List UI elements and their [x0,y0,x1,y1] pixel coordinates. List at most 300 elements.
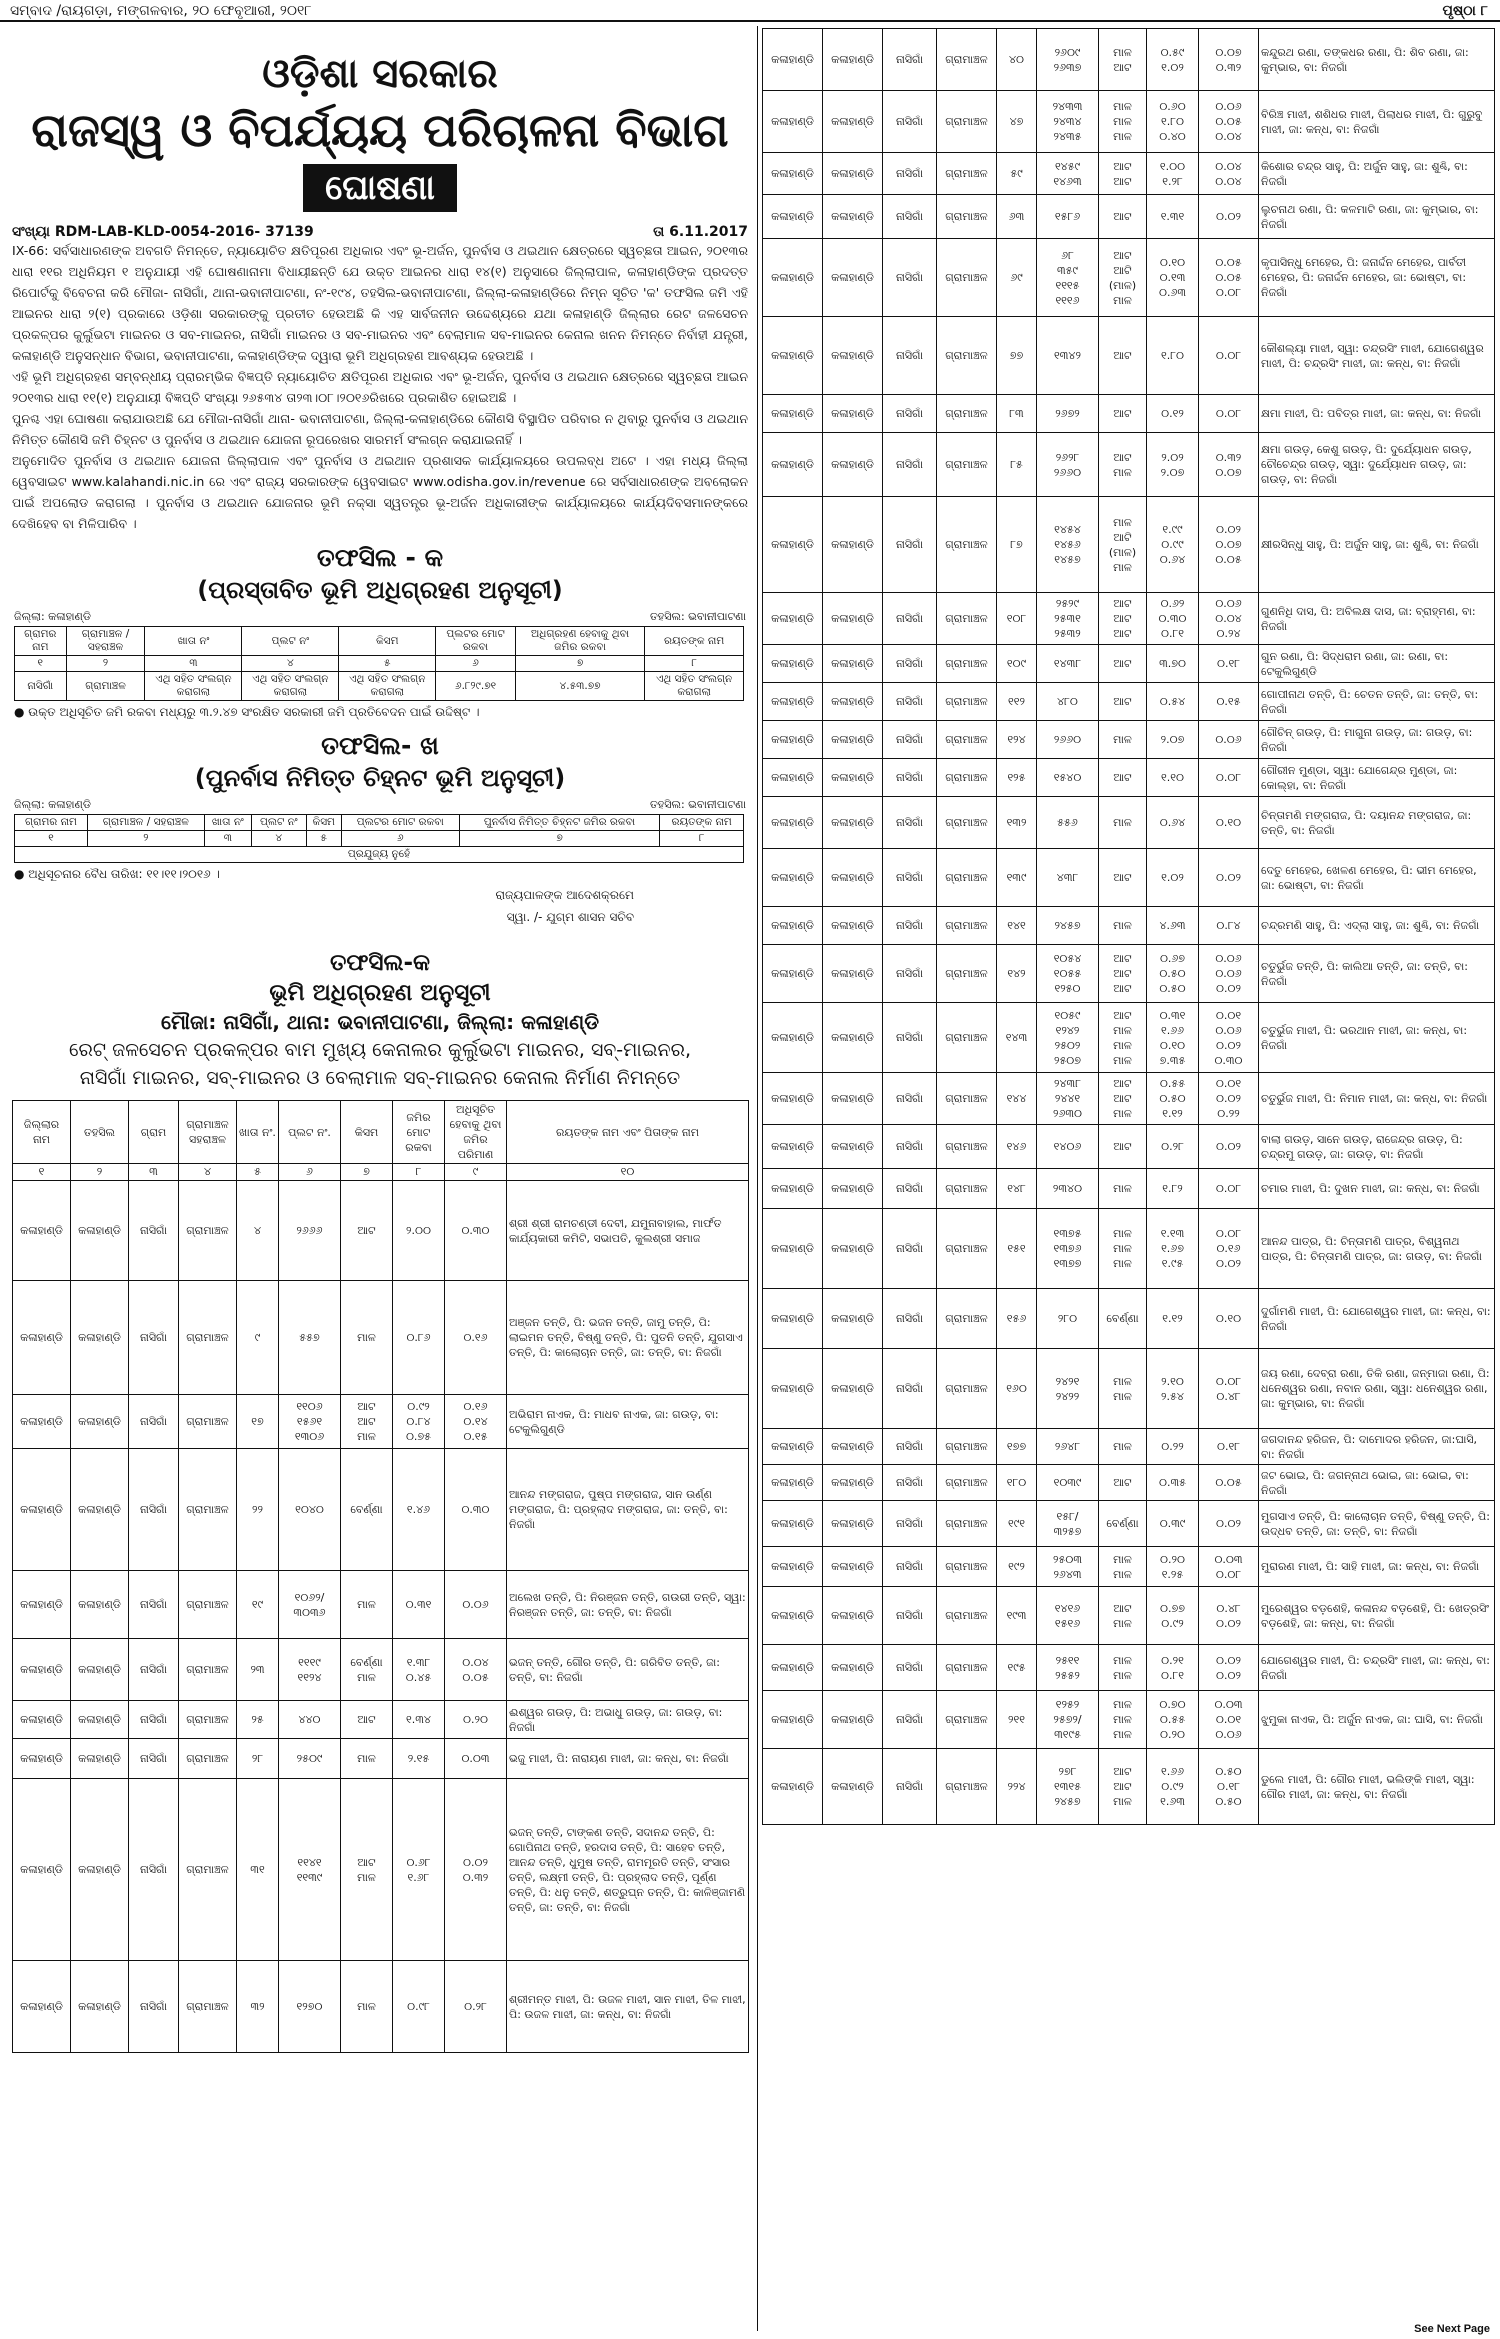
column-header: ପ୍ଲଟର ମୋଟ ରକବା [436,627,516,656]
table-cell: ନାସିଗାଁ [883,1645,937,1691]
table-row [763,29,1495,91]
table-number-row [15,656,744,672]
table-row [763,1645,1495,1691]
table-cell: କଳାହାଣ୍ଡି [13,1395,71,1449]
column-header: ଗ୍ରାମାଞ୍ଚଳ / ସହରାଞ୍ଚଳ [87,815,204,831]
table-cell: ୧.୩୧ [1147,195,1199,239]
table-cell: କଳାହାଣ୍ଡି [763,945,823,1003]
table-row [763,317,1495,395]
table-cell: ୦.୫୫ ୦.୫୦ ୧.୧୨ [1147,1073,1199,1125]
table-cell: ୫୫୬ [1037,797,1099,849]
column-header: ପ୍ଲଟ ନଂ [251,815,306,831]
table-cell: ନାସିଗାଁ [883,433,937,497]
table-cell: ନାସିଗାଁ [129,1961,179,2053]
owner-name-cell: ଅଞ୍ଜନ ତନ୍ତି, ପି: ଭଜନ ତନ୍ତି, ଜାମୁ ତନ୍ତି, ପି: ଲାଇମନ ତନ୍ତି, ବିଷ୍ଣୁ ତନ୍ତି, ପି: ପୁତନି ତନ୍ତି, ଯୁଗସାଏ ତନ୍ତି, ପି: କାଲୋଚାନ ତନ୍ତି, ଜା: ତନ୍ତି, ବା: ନିଜଗାଁ [507,1281,749,1395]
table-cell: ୧୪୫୯ ୧୪୬୩ [1037,153,1099,195]
column-header: ଖାତା ନଂ [145,627,242,656]
column-number: ୨ [66,656,145,672]
table-cell: ୦.୦୬ ୦.୦୫ ୦.୦୪ [1199,91,1259,153]
table-cell: କଳାହାଣ୍ଡି [763,1645,823,1691]
notice-date: ତା 6.11.2017 [653,224,748,240]
table-cell: ୨୪୫୭ [1037,907,1099,945]
table-cell: ୧.୦୦ ୧.୨୮ [1147,153,1199,195]
table-cell: ଗ୍ରାମାଞ୍ଚଳ [179,1639,237,1701]
table-cell: ୨୧୧ [997,1691,1037,1749]
table-cell: ୧୫୬ [997,1289,1037,1349]
table-cell: ୮୫ [997,433,1037,497]
owner-name-cell: କୃପାସିନ୍ଧୁ ମେହେର, ପି: ଜନାର୍ଦ୍ଦନ ମେହେର, ପାର୍ବତୀ ମେହେର, ପି: ଜନାର୍ଦ୍ଦନ ମେହେର, ଜା: ଭୋଷ୍ଟା, ବା: ନିଜଗାଁ [1259,239,1495,317]
table-cell: ଆଟ [1099,849,1147,907]
table-cell: ଆଟ ଆଟ ମାଳ [1099,1749,1147,1825]
table-cell: ନାସିଗାଁ [883,1073,937,1125]
tahasil-label: ତହସିଲ: ଭବାନୀପାଟଣା [649,610,746,623]
table-cell: ୨୫୦୯ [279,1739,341,1779]
table-cell: ଗ୍ରାମାଞ୍ଚଳ [179,1281,237,1395]
table-cell: ଏଥି ସହିତ ସଂଲଗ୍ନ କରାଗଲା [339,672,436,701]
main-schedule-subtitle: ଭୂମି ଅଧିଗ୍ରହଣ ଅନୁସୂଚୀ [269,980,491,1006]
table-row [763,593,1495,645]
table-cell: ନାସିଗାଁ [883,195,937,239]
table-cell: ୧୩୯ [997,849,1037,907]
table-cell: ନାସିଗାଁ [883,1125,937,1169]
table-cell: ୪୪୦ [279,1701,341,1739]
table-cell: କଳାହାଣ୍ଡି [763,593,823,645]
table-cell: କଳାହାଣ୍ଡି [823,153,883,195]
table-cell: ଏଥି ସହିତ ସଂଲଗ୍ନ କରାଗଲା [242,672,339,701]
owner-name-cell: ଜଗଦାନନ୍ଦ ହରିଜନ, ପି: ଦାମୋଦର ହରିଜନ, ଜା:ଘାସି, ବା: ନିଜଗାଁ [1259,1429,1495,1465]
table-row [13,1779,749,1961]
table-cell: ୦.୦୬ ୦.୦୪ ୦.୨୪ [1199,593,1259,645]
table-cell: ୦.୦୧ ୦.୦୨ ୦.୨୨ [1199,1073,1259,1125]
owner-name-cell: ଗୁନ ରଣା, ପି: ସିଦ୍ଧରାମ ରଣା, ଜା: ରଣା, ବା: ଟେକୁଲିଗୁଣ୍ଡି [1259,645,1495,683]
table-cell: କଳାହାଣ୍ଡି [763,1073,823,1125]
table-cell: ନାସିଗାଁ [129,1639,179,1701]
table-cell: ୨୩୪୦ [1037,1169,1099,1209]
table-cell: ୧୪୩ [997,1003,1037,1073]
table-cell: ୦.୯୮ [393,1961,445,2053]
column-number: ୨ [87,831,204,847]
table-cell: ୧୪୧ [997,907,1037,945]
table-cell: ୦.୧୬ [445,1281,507,1395]
table-cell: କଳାହାଣ୍ଡି [763,683,823,721]
table-cell: ୦.୦୮ [1199,759,1259,797]
table-cell: ଗ୍ରାମାଞ୍ଚଳ [937,1587,997,1645]
table-cell: ୦.୦୩ [445,1739,507,1779]
table-cell: ୦.୦୪ ୦.୦୪ [1199,153,1259,195]
table-cell: ୨୪୩୮ ୨୪୪୧ ୨୬୩୦ [1037,1073,1099,1125]
table-cell: ଗ୍ରାମାଞ୍ଚଳ [937,1429,997,1465]
table-cell: ଗ୍ରାମାଞ୍ଚଳ [937,153,997,195]
table-cell: ଆଟ [1099,317,1147,395]
table-cell: ଆଟ ଆଟ ମାଳ [341,1395,393,1449]
table-cell: କଳାହାଣ୍ଡି [71,1449,129,1571]
table-cell: ୦.୨୧ ୦.୮୧ [1147,1645,1199,1691]
governor-order: ରାଜ୍ୟପାଳଙ୍କ ଆଦେଶକ୍ରମେ [495,888,634,902]
column-header: ଗ୍ରାମର ନାମ [15,815,88,831]
owner-name-cell: ଚତୁର୍ଭୁଜ ମାଝୀ, ପି: ଭରଥାନ ମାଝୀ, ଜା: କନ୍ଧ, ବା: ନିଜଗାଁ [1259,1003,1495,1073]
table-cell: ଗ୍ରାମାଞ୍ଚଳ [937,91,997,153]
table-cell: ୨୬୭୨ [1037,395,1099,433]
table-cell: ନାସିଗାଁ [129,1571,179,1639]
owner-name-cell: ଚତୁର୍ଭୁଜ ତନ୍ତି, ପି: କାଲିଆ ତନ୍ତି, ଜା: ତନ୍ତି, ବା: ନିଜଗାଁ [1259,945,1495,1003]
owner-name-cell: ଚତୁର୍ଭୁଜ ମାଝୀ, ପି: ନିମାନ ମାଝୀ, ଜା: କନ୍ଧ, ବା: ନିଜଗାଁ [1259,1073,1495,1125]
table-cell: ୬୮ ୩୫୯ ୧୧୧୫ ୧୧୧୬ [1037,239,1099,317]
table-cell: କଳାହାଣ୍ଡି [763,1691,823,1749]
table-row [763,239,1495,317]
table-cell: ୦.୬୮ ୧.୬୮ [393,1779,445,1961]
table-row [13,1739,749,1779]
table-cell: ନାସିଗାଁ [883,1429,937,1465]
table-row [763,849,1495,907]
see-next-page: See Next Page [1414,2323,1490,2335]
page-header [0,0,1500,22]
table-cell: କଳାହାଣ୍ଡି [763,721,823,759]
table-cell: ୦.୫୪ [1147,683,1199,721]
table-cell: ୧୬୦ [997,1349,1037,1429]
column-number: ୪ [179,1164,237,1181]
table-cell: କଳାହାଣ୍ଡି [13,1449,71,1571]
table-cell: ଗ୍ରାମାଞ୍ଚଳ [937,1003,997,1073]
owner-name-cell: କନ୍ଦୁରଥ ରଣା, ତଙ୍କଧର ରଣା, ପି: ଶିବ ରଣା, ଜା: କୁମ୍ଭାର, ବା: ନିଜଗାଁ [1259,29,1495,91]
table-cell: କଳାହାଣ୍ଡି [823,91,883,153]
column-number: ୬ [436,656,516,672]
owner-name-cell: ଡୁଲେ ମାଝୀ, ପି: ଗୌର ମାଝୀ, ଭଲିଙ୍କି ମାଝୀ, ସ୍ୱା: ଗୌର ମାଝୀ, ଜା: କନ୍ଧ, ବା: ନିଜଗାଁ [1259,1749,1495,1825]
table-cell: ୩୨ [237,1961,279,2053]
schedule-ka-meta [6,610,754,624]
table-cell: ୮୩ [997,395,1037,433]
table-cell: ୦.୦୨ ୦.୦୭ ୦.୦୫ [1199,497,1259,593]
table-row [763,395,1495,433]
table-cell: ନାସିଗାଁ [883,945,937,1003]
table-cell: କଳାହାଣ୍ଡି [763,645,823,683]
table-cell: ଗ୍ରାମାଞ୍ଚଳ [937,1349,997,1429]
table-number-row [15,831,744,847]
table-cell: କଳାହାଣ୍ଡି [763,317,823,395]
table-cell: ଗ୍ରାମାଞ୍ଚଳ [937,1645,997,1691]
table-cell: ୨୫୦୩ ୨୬୪୩ [1037,1547,1099,1587]
column-number: ୧ [15,656,67,672]
table-cell: ୨୫୧୧ ୨୫୫୨ [1037,1645,1099,1691]
table-cell: କଳାହାଣ୍ଡି [823,433,883,497]
table-cell: ମାଳ ଆଟି (ମାଳ) ମାଳ [1099,497,1147,593]
owner-name-cell: ଦେତୁ ମେହେର, ଖେଳଣ ମେହେର, ପି: ଭୀମ ମେହେର, ଜା: ଭୋଷ୍ଟା, ବା: ନିଜଗାଁ [1259,849,1495,907]
table-cell: ୧୦୯ [997,645,1037,683]
column-header: ପ୍ଲଟ ନଂ [242,627,339,656]
table-cell: ୦.୦୨ ୦.୦୨ [1199,1645,1259,1691]
table-cell: ୦.୩୦ [445,1449,507,1571]
table-cell: ୩.୭୦ [1147,645,1199,683]
table-cell: ନାସିଗାଁ [129,1701,179,1739]
table-cell: ଗ୍ରାମାଞ୍ଚଳ [937,1073,997,1125]
table-cell: ଗ୍ରାମାଞ୍ଚଳ [937,1169,997,1209]
table-cell: ୧.୪୬ [393,1449,445,1571]
table-cell: କଳାହାଣ୍ଡି [823,593,883,645]
table-cell: ୧.୮୦ [1147,317,1199,395]
table-cell: ଗ୍ରାମାଞ୍ଚଳ [179,1571,237,1639]
table-cell: ୧୯ [237,1571,279,1639]
table-cell: ୧୫୮/ ୩୨୫୭ [1037,1501,1099,1547]
table-cell: ଆଟ ମାଳ [1099,433,1147,497]
table-row [763,1547,1495,1587]
table-cell: ୦.୦୩ ୦.୦୧ ୦.୦୬ [1199,1691,1259,1749]
table-cell: ୨.୧୦ ୨.୫୪ [1147,1349,1199,1429]
table-row [763,1501,1495,1547]
table-cell: ୨୭୮ ୧୩୧୫ ୨୪୫୭ [1037,1749,1099,1825]
table-cell: କଳାହାଣ୍ଡି [763,1587,823,1645]
column-header: ପ୍ଲଟର ମୋଟ ରକବା [341,815,459,831]
table-cell: ୪ [237,1181,279,1281]
table-cell: ଆଟ [1099,759,1147,797]
table-cell: ୦.୦୧ ୦.୦୬ ୦.୦୨ ୦.୩୦ [1199,1003,1259,1073]
table-cell: କଳାହାଣ୍ଡି [13,1779,71,1961]
column-number: ୪ [251,831,306,847]
table-cell: ଆଟ ଆଟ ମାଳ [1099,1073,1147,1125]
right-column [762,28,1494,2328]
table-cell: କଳାହାଣ୍ଡି [823,1501,883,1547]
table-row [763,683,1495,721]
table-cell: ୨୮ [237,1739,279,1779]
owner-name-cell: ଜୟ ରଣା, ଦେବ୍ରା ରଣା, ତିକି ରଣା, ଜନ୍ମାଜା ରଣା, ପି: ଧନେଶ୍ୱର ରଣା, ନବାନ ରଣା, ସ୍ୱା: ଧନେଶ୍ୱର ରଣା, ଜା: କୁମ୍ଭାର, ବା: ନିଜଗାଁ [1259,1349,1495,1429]
owner-name-cell: ଭଜୁ ମାଝୀ, ପି: ନାରାୟଣ ମାଝୀ, ଜା: କନ୍ଧ, ବା: ନିଜଗାଁ [507,1739,749,1779]
table-row [763,91,1495,153]
table-cell: ୦.୧୦ ୦.୧୩ ୦.୬୩ [1147,239,1199,317]
table-cell: ୦.୦୨ [1199,195,1259,239]
column-number: ୪ [242,656,339,672]
table-cell: ଗ୍ରାମାଞ୍ଚଳ [179,1739,237,1779]
table-cell: ୦.୨୮ [1147,1125,1199,1169]
schedule-kha-subtitle: (ପୁନର୍ବାସ ନିମିତ୍ତ ଚିହ୍ନଟ ଭୂମି ଅନୁସୂଚୀ) [194,764,566,792]
table-cell: କଳାହାଣ୍ଡି [763,91,823,153]
column-number: ୬ [341,831,459,847]
table-cell: କଳାହାଣ୍ଡି [823,1349,883,1429]
table-cell: ଗ୍ରାମାଞ୍ଚଳ [937,683,997,721]
table-cell: ଗ୍ରାମାଞ୍ଚଳ [937,29,997,91]
table-cell: ୦.୦୫ ୦.୦୫ ୦.୦୮ [1199,239,1259,317]
owner-name-cell: ମୁଗସାଏ ତନ୍ତି, ପି: କାଲୋଚାନ ତନ୍ତି, ବିଷ୍ଣୁ ତନ୍ତି, ପି: ଉଦ୍ଧବ ତନ୍ତି, ଜା: ତନ୍ତି, ବା: ନିଜଗାଁ [1259,1501,1495,1547]
table-row [763,1209,1495,1289]
table-cell: ୧.୯୯ ୦.୯୯ ୦.୬୪ [1147,497,1199,593]
table-cell: କଳାହାଣ୍ଡି [13,1739,71,1779]
gov-title: ଓଡ଼ିଶା ସରକାର [262,51,498,97]
table-cell: ନାସିଗାଁ [883,759,937,797]
table-cell: ଆଟ ମାଳ [1099,1587,1147,1645]
owner-name-cell: ଚନ୍ଦ୍ରମଣି ସାହୁ, ପି: ଏଦ୍ଲା ସାହୁ, ଜା: ଶୁଣ୍ଢି, ବା: ନିଜଗାଁ [1259,907,1495,945]
table-cell: କଳାହାଣ୍ଡି [763,1349,823,1429]
table-cell: ୪.୫୩.୭୭ [515,672,644,701]
table-cell: ୧୩୭୫ ୧୩୭୬ ୧୩୭୭ [1037,1209,1099,1289]
table-cell: କଳାହାଣ୍ଡି [763,1465,823,1501]
table-cell: ନାସିଗାଁ [883,797,937,849]
table-cell: ୯ [237,1281,279,1395]
table-cell: ୦.୦୪ ୦.୦୫ [445,1639,507,1701]
schedule-ka-note: ● ଉକ୍ତ ଅଧିସୂଚିତ ଜମି ରକବା ମଧ୍ୟରୁ ୩.୨.୪୭ ସଂରକ୍ଷିତ ସରକାରୀ ଜମି ପ୍ରତିବେଦନ ପାଇଁ ଉଦ୍ଦିଷ୍ଟ । [14,705,480,719]
table-cell: ୧୪୪ [997,1073,1037,1125]
table-cell: କଳାହାଣ୍ଡି [823,1289,883,1349]
table-cell: ନାସିଗାଁ [883,239,937,317]
table-cell: କଳାହାଣ୍ଡି [763,759,823,797]
table-cell: ୧୫୧ [997,1209,1037,1289]
table-row [763,497,1495,593]
table-cell: ନାସିଗାଁ [129,1449,179,1571]
table-cell: ୦.୧୨ [1147,395,1199,433]
table-cell: କଳାହାଣ୍ଡି [823,683,883,721]
table-cell: ୦.୧୦ [1199,797,1259,849]
table-cell: ୧୨୭୦ [279,1961,341,2053]
table-cell: ୪.୬୩ [1147,907,1199,945]
table-cell: ନାସିଗାଁ [883,395,937,433]
table-cell: ୦.୩୨ ୦.୦୭ [1199,433,1259,497]
schedule-ka-title: ତଫସିଲ - କ [316,543,444,572]
reference-line [6,224,754,240]
owner-name-cell: କ୍ଷମା ମାଝୀ, ପି: ପବିତ୍ର ମାଝୀ, ଜା: କନ୍ଧ, ବା: ନିଜଗାଁ [1259,395,1495,433]
table-cell: ଆଟ ମାଳ ମାଳ ମାଳ [1099,1003,1147,1073]
owner-name-cell: ଈଶ୍ୱର ଗଉଡ଼, ପି: ଅଭାଧୁ ଗଉଡ଼, ଜା: ଗଉଡ଼, ବା: ନିଜଗାଁ [507,1701,749,1739]
table-cell: କଳାହାଣ୍ଡି [763,497,823,593]
table-cell: ନାସିଗାଁ [15,672,67,701]
schedule-kha-title: ତଫସିଲ- ଖ [321,731,439,760]
table-row [763,721,1495,759]
owner-name-cell: ଶ୍ରୀ ଶ୍ରୀ ରାମଚଣ୍ଡୀ ଦେବୀ, ଯମୁନାବାହାଲ, ମାର୍ଫତ କାର୍ଯ୍ୟକାରୀ କମିଟି, ସଭାପତି, କୁଲଶ୍ରୀ ସମାଜ [507,1181,749,1281]
table-cell: ୨୫୨୯ ୨୫୩୧ ୨୫୩୨ [1037,593,1099,645]
table-cell: ଏଥି ସହିତ ସଂଲଗ୍ନ କରାଗଲା [645,672,744,701]
table-cell: ୦.୦୩ ୦.୦୮ [1199,1547,1259,1587]
table-cell: ୦.୦୮ [1199,1169,1259,1209]
table-cell: ୧୪୩୮ [1037,645,1099,683]
table-cell: କଳାହାଣ୍ଡି [763,1429,823,1465]
table-cell: ୧.୮୨ [1147,1169,1199,1209]
table-cell: ୦.୩୧ ୧.୬୬ ୦.୧୦ ୭.୩୫ [1147,1003,1199,1073]
table-cell: କଳାହାଣ୍ଡି [823,1169,883,1209]
table-cell: ମାଳ ମାଳ ମାଳ [1099,91,1147,153]
table-cell: ୦.୦୫ [1199,1465,1259,1501]
table-cell: କଳାହାଣ୍ଡି [763,395,823,433]
table-cell: ୩୧ [237,1779,279,1961]
owner-name-cell: ଗୌରୀନ ମୁଣ୍ଡା, ସ୍ୱା: ଯୋଗେନ୍ଦ୍ର ମୁଣ୍ଡା, ଜା: କୋଲ୍ହା, ବା: ନିଜଗାଁ [1259,759,1495,797]
column-number: ୫ [237,1164,279,1181]
table-cell: ୧୦୫୪ ୧୦୫୫ ୧୨୫୦ [1037,945,1099,1003]
table-cell: ୧୫୪୦ [1037,759,1099,797]
table-cell: କଳାହାଣ୍ଡି [823,1125,883,1169]
table-cell: ଆଟ ଆଟ ଆଟ [1099,593,1147,645]
table-cell: ୦.୧୮ [1199,1429,1259,1465]
column-number: ୭ [459,831,660,847]
table-cell: ଗ୍ରାମାଞ୍ଚଳ [937,849,997,907]
table-cell: ୧୧୦୬ ୧୫୬୧ ୧୩୦୬ [279,1395,341,1449]
table-cell: କଳାହାଣ୍ଡି [823,1073,883,1125]
table-row [763,1691,1495,1749]
table-cell: ୧.୩୪ [393,1701,445,1739]
table-cell: ୧୧୧୯ ୧୧୨୪ [279,1639,341,1701]
table-row [763,645,1495,683]
table-cell: କଳାହାଣ୍ଡି [763,29,823,91]
table-row [13,1639,749,1701]
owner-name-cell: ଝୁମୁକା ନାଏକ, ପି: ଅର୍ଜୁନ ନାଏକ, ଜା: ଘାସି, ବା: ନିଜଗାଁ [1259,1691,1495,1749]
tahasil-label: ତହସିଲ: ଭବାନୀପାଟଣା [649,798,746,811]
table-cell: ୫୫୭ [279,1281,341,1395]
owner-name-cell: ଗୋପୀନାଥ ତନ୍ତି, ପି: ଚେତନ ତନ୍ତି, ଜା: ତନ୍ତି, ବା: ନିଜଗାଁ [1259,683,1495,721]
column-number: ୫ [306,831,341,847]
table-cell: କଳାହାଣ୍ଡି [71,1779,129,1961]
ref-number: ସଂଖ୍ୟା RDM-LAB-KLD-0054-2016- 37139 [12,224,314,240]
table-cell: କଳାହାଣ୍ଡି [763,849,823,907]
table-row [763,1465,1495,1501]
table-cell: କଳାହାଣ୍ଡି [71,1961,129,2053]
mouza-line: ମୌଜା: ନାସିଗାଁ, ଥାନା: ଭବାନୀପାଟଣା, ଜିଲ୍ଲା: କଳାହାଣ୍ଡି [160,1010,600,1034]
table-cell: ୧୧୪୧ ୧୧୩୯ [279,1779,341,1961]
table-cell: ମାଳ ମାଳ ମାଳ [1099,1691,1147,1749]
table-cell: ମାଳ ମାଳ [1099,1547,1147,1587]
table-cell: ୪୦ [997,29,1037,91]
column-number: ୭ [515,656,644,672]
table-cell: ୧.୬୬ ୦.୯୨ ୧.୬୩ [1147,1749,1199,1825]
schedule-kha-meta [6,798,754,812]
table-cell: ନାସିଗାଁ [883,683,937,721]
table-cell: ୨.୦୨ ୨.୦୭ [1147,433,1199,497]
table-cell: ୧୨୪ [997,721,1037,759]
table-cell: କଳାହାଣ୍ଡି [823,849,883,907]
table-cell: କଳାହାଣ୍ଡି [763,1125,823,1169]
table-cell: ୧୭୭ [997,1429,1037,1465]
table-cell: ନାସିଗାଁ [883,1691,937,1749]
owner-name-cell: ଗୁଣନିଧି ଦାସ, ପି: ଅବିଲକ୍ଷ ଦାସ, ଜା: ବ୍ରାହ୍ମଣ, ବା: ନିଜଗାଁ [1259,593,1495,645]
table-cell: ନାସିଗାଁ [883,1289,937,1349]
table-cell: ୨୮୦ [1037,1289,1099,1349]
table-cell: ଗ୍ରାମାଞ୍ଚଳ [937,317,997,395]
land-schedule-table-left [12,1100,749,2053]
table-cell: ନାସିଗାଁ [883,907,937,945]
main-schedule-title: ତଫସିଲ-କ [329,950,431,976]
schedule-kha-table [14,814,744,863]
column-header: ଖାତା ନଂ [204,815,251,831]
table-cell: କଳାହାଣ୍ଡି [823,195,883,239]
owner-name-cell: ଅଲେଖ ତନ୍ତି, ପି: ନିରଞ୍ଜନ ତନ୍ତି, ଗଉରୀ ତନ୍ତି, ସ୍ୱା: ନିରଞ୍ଜନ ତନ୍ତି, ଜା: ତନ୍ତି, ବା: ନିଜଗାଁ [507,1571,749,1639]
table-cell: ମାଳ ମାଳ [1099,1349,1147,1429]
table-header-row [15,815,744,831]
table-cell: ୪୩୮ [1037,849,1099,907]
table-cell: ନାସିଗାଁ [883,29,937,91]
owner-name-cell: ଭଜନ୍ ତନ୍ତି, ଟାଙ୍କଣ ତନ୍ତି, ସଦାନନ୍ଦ ତନ୍ତି, ପି: ଗୋପିନାଥ ତନ୍ତି, ହରଦାସ ତନ୍ତି, ପି: ସାହେବ ତନ୍ତି, ଆନନ୍ଦ ତନ୍ତି, ଧୁମୁଷ ତନ୍ତି, ରାମମୂରତି ତନ୍ତି, ସଂସାର ତନ୍ତି, ଲକ୍ଷ୍ମୀ ତନ୍ତି, ପି: ପ୍ରହ୍ଲାଦ ତନ୍ତି, ପୂର୍ଣ୍ଣ ତନ୍ତି, ପି: ଧନୁ ତନ୍ତି, ଶତ୍ରୁଘ୍ନ ତନ୍ତି, ପି: କାଳିଞ୍ଜାମଣି ତନ୍ତି, ଜା: ତନ୍ତି, ବା: ନିଜଗାଁ [507,1779,749,1961]
table-cell: କଳାହାଣ୍ଡି [823,1547,883,1587]
table-cell: ୦.୨୦ ୧.୨୫ [1147,1547,1199,1587]
table-cell: ନାସିଗାଁ [129,1395,179,1449]
owner-name-cell: ଆନନ୍ଦ ମଙ୍ଗରାଜ, ପୁଷ୍ପ ମଙ୍ଗରାଜ, ସାନ ଉର୍ଣ୍ଣ ମଙ୍ଗରାଜ, ପି: ପ୍ରହ୍ଲାଦ ମଙ୍ଗରାଜ, ଜା: ତନ୍ତି, ବା: ନିଜଗାଁ [507,1449,749,1571]
table-row [763,945,1495,1003]
table-cell: ୦.୦୮ [1199,317,1259,395]
table-cell: ଗ୍ରାମାଞ୍ଚଳ [179,1449,237,1571]
table-cell: ୦.୭୭ ୦.୯୨ [1147,1587,1199,1645]
schedule-ka-subtitle: (ପ୍ରସ୍ତାବିତ ଭୂମି ଅଧିଗ୍ରହଣ ଅନୁସୂଚୀ) [197,576,563,604]
table-number-row [13,1164,749,1181]
table-cell: ୧୯୩ [997,1587,1037,1645]
notice-para-2: ଏହି ଭୂମି ଅଧିଗ୍ରହଣ ସମ୍ବନ୍ଧୀୟ ପ୍ରାରମ୍ଭିକ ବିଜ୍ଞପ୍ତି ନ୍ୟାୟୋଚିତ କ୍ଷତିପୂରଣ ଅଧିକାର ଏବଂ ଭୂ-ଅର୍ଜନ, ପୁନର୍ବାସ ଓ ଥଇଥାନ କ୍ଷେତ୍ରରେ ସ୍ୱଚ୍ଛତା ଆଇନ ୨୦୧୩ର ଧାରା ୧୧(୧) ଅନୁଯାୟୀ ବିଜ୍ଞପ୍ତି ସଂଖ୍ୟା ୨୬୫୩୪ ତା୨୩।୦୮।୨୦୧୬ରିଖରେ ପ୍ରକାଶିତ ହୋଇଅଛି । [12,369,748,405]
table-cell: ୦.୩୧ [393,1571,445,1639]
column-header: ଗ୍ରାମର ନାମ [15,627,67,656]
table-cell: ୨୬୪୮ [1037,1429,1099,1465]
owner-name-cell: ବାଲା ଗଉଡ଼, ସାନେ ଗଉଡ଼, ରାଜେନ୍ଦ୍ର ଗଉଡ଼, ପି: ଚନ୍ଦ୍ରମୁ ଗଉଡ଼, ଜା: ଗଉଡ଼, ବା: ନିଜଗାଁ [1259,1125,1495,1169]
table-cell: ନାସିଗାଁ [883,1209,937,1289]
table-cell: ଗ୍ରାମାଞ୍ଚଳ [937,645,997,683]
table-cell: କଳାହାଣ୍ଡି [763,797,823,849]
table-cell: ଗ୍ରାମାଞ୍ଚଳ [937,1547,997,1587]
table-row [763,433,1495,497]
table-cell: ମାଳ ମାଳ [1099,1645,1147,1691]
table-cell: ୬.୮୨୯.୭୧ [436,672,516,701]
table-row [13,1181,749,1281]
table-cell: ନାସିଗାଁ [883,593,937,645]
table-cell: କଳାହାଣ୍ଡି [763,1209,823,1289]
table-cell: ନାସିଗାଁ [883,1003,937,1073]
table-cell: ନାସିଗାଁ [883,91,937,153]
